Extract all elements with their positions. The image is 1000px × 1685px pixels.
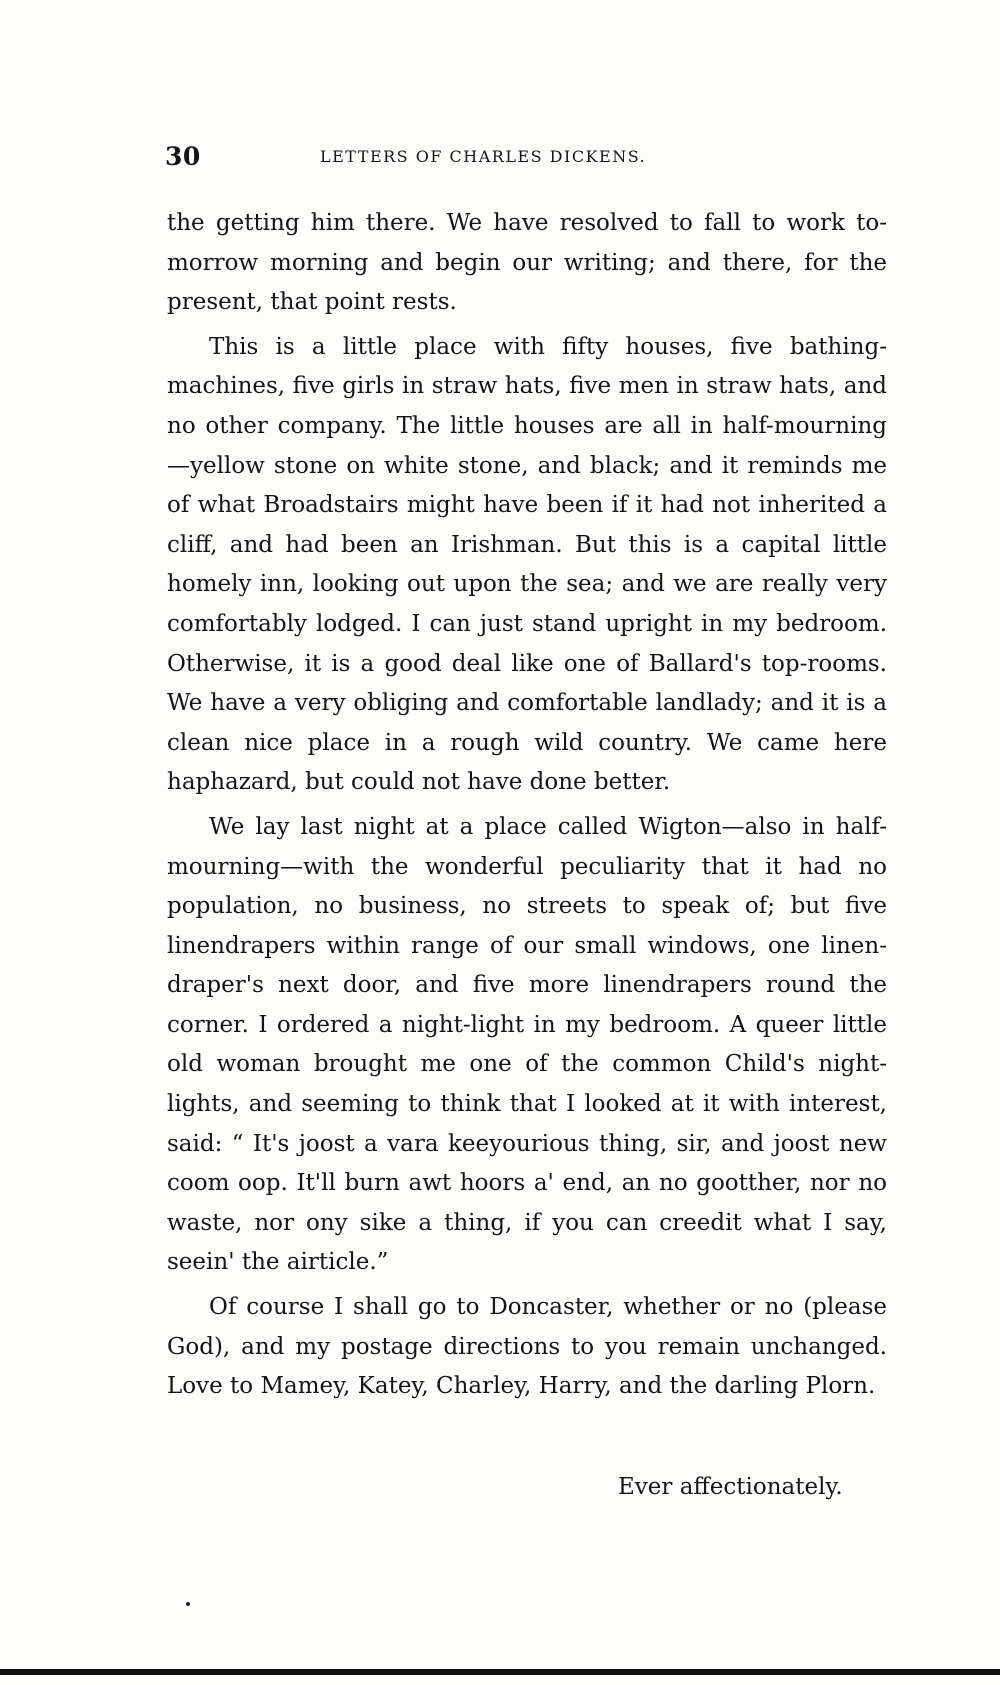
paragraph-wigton: We lay last night at a place called Wigton—also in half-mourning—with the wonderful peculiarity that it had no population, no business, no streets to speak of; but five linendrapers within range of our small windows, one linen-draper's next door, and five more linendrapers round the corner. I ordered a night-light in my bedroom. A queer little old woman brought me one of the common Child's night-lights, and seeming to think that I looked at it with interest, said: “ It's joost a vara keeyourious thing, sir, and joost new coom oop. It'll burn awt hoors a' end, an no gootther, nor no waste, nor ony sike a thing, if you can creedit what I say, seein' the airticle.” xyxy=(167,813,887,1276)
paragraph-inn-description: This is a little place with fifty houses, five bathing-machines, five girls in straw hats, five men in straw hats, and no other company. The little houses are all in half-mourning—yellow stone on white stone, and black; and it reminds me of what Broadstairs might have been if it had not inherited a cliff, and had been an Irishman. But this is a capital little homely inn, looking out upon the sea; and we are really very comfortably lodged. I can just stand upright in my bedroom. Otherwise, it is a good deal like one of Ballard's top-rooms. We have a very obliging and comfortable landlady; and it is a clean nice place in a rough wild country. We came here haphazard, but could not have done better. xyxy=(167,333,887,796)
page-number: 30 xyxy=(165,142,201,171)
page-header xyxy=(165,142,725,182)
paragraph-continuation: the getting him there. We have resolved to fall to work to-morrow morning and begin our writing; and there, for the present, that point rests. xyxy=(167,210,887,316)
print-speck xyxy=(186,1602,190,1606)
letter-body xyxy=(167,204,887,1412)
letter-closing: Ever affectionately. xyxy=(618,1474,843,1500)
running-title: LETTERS OF CHARLES DICKENS. xyxy=(320,147,647,166)
scan-edge-rule xyxy=(0,1669,1000,1675)
paragraph-doncaster: Of course I shall go to Doncaster, whether or no (please God), and my postage directions to you remain unchanged. Love to Mamey, Katey, Charley, Harry, and the darling Plorn. xyxy=(167,1294,887,1400)
